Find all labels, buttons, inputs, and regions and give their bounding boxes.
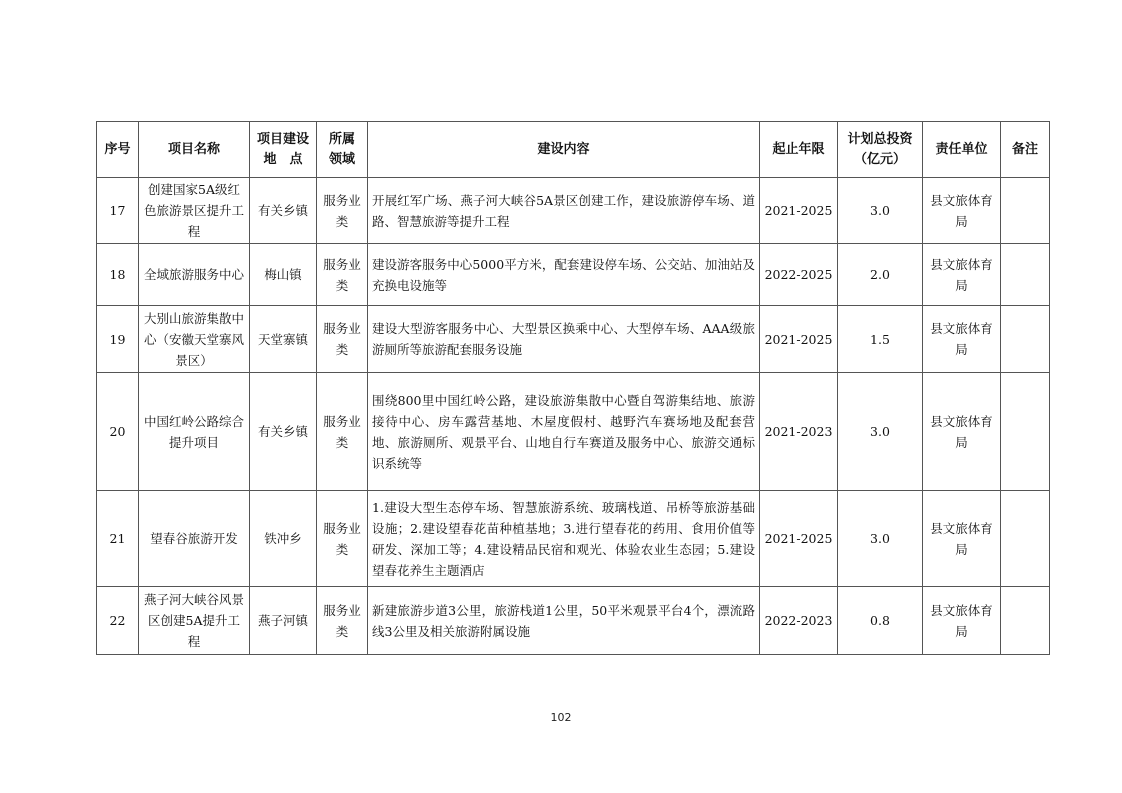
cell-period: 2021-2025: [760, 306, 838, 373]
header-unit: 责任单位: [923, 122, 1001, 178]
cell-period: 2021-2023: [760, 373, 838, 491]
cell-period: 2021-2025: [760, 491, 838, 587]
cell-content: 围绕800里中国红岭公路，建设旅游集散中心暨自驾游集结地、旅游接待中心、房车露营基地、木屋度假村、越野汽车赛场地及配套营地、旅游厕所、观景平台、山地自行车赛道及服务中心、旅游交通标识系统等: [368, 373, 760, 491]
table-row: [97, 244, 1050, 306]
cell-location: 铁冲乡: [250, 491, 317, 587]
cell-content: 建设游客服务中心5000平方米，配套建设停车场、公交站、加油站及充换电设施等: [368, 244, 760, 306]
cell-investment: 0.8: [838, 587, 923, 655]
cell-location: 有关乡镇: [250, 373, 317, 491]
table-row: [97, 178, 1050, 244]
header-location-line2: 地 点: [263, 151, 303, 167]
cell-seq: 21: [97, 491, 139, 587]
cell-investment: 3.0: [838, 373, 923, 491]
cell-location: 梅山镇: [250, 244, 317, 306]
cell-unit: 县文旅体育局: [923, 587, 1001, 655]
cell-unit: 县文旅体育局: [923, 373, 1001, 491]
cell-remark: [1001, 373, 1050, 491]
cell-name: 大别山旅游集散中心（安徽天堂寨风景区）: [139, 306, 250, 373]
cell-name: 全域旅游服务中心: [139, 244, 250, 306]
cell-field: 服务业类: [317, 178, 368, 244]
header-field: [317, 122, 368, 178]
cell-location: 天堂寨镇: [250, 306, 317, 373]
table-row: [97, 306, 1050, 373]
cell-unit: 县文旅体育局: [923, 178, 1001, 244]
cell-investment: 1.5: [838, 306, 923, 373]
header-location: [250, 122, 317, 178]
cell-name: 燕子河大峡谷风景区创建5A提升工程: [139, 587, 250, 655]
cell-remark: [1001, 306, 1050, 373]
header-investment: [838, 122, 923, 178]
cell-seq: 20: [97, 373, 139, 491]
cell-seq: 18: [97, 244, 139, 306]
cell-name: 中国红岭公路综合提升项目: [139, 373, 250, 491]
cell-seq: 22: [97, 587, 139, 655]
cell-name: 创建国家5A级红色旅游景区提升工程: [139, 178, 250, 244]
cell-unit: 县文旅体育局: [923, 244, 1001, 306]
table-row: [97, 373, 1050, 491]
cell-content: 开展红军广场、燕子河大峡谷5A景区创建工作，建设旅游停车场、道路、智慧旅游等提升工程: [368, 178, 760, 244]
cell-investment: 2.0: [838, 244, 923, 306]
header-remark: 备注: [1001, 122, 1050, 178]
cell-period: 2022-2025: [760, 244, 838, 306]
cell-remark: [1001, 244, 1050, 306]
cell-field: 服务业类: [317, 491, 368, 587]
cell-remark: [1001, 178, 1050, 244]
header-investment-line1: 计划总投资: [847, 131, 913, 147]
cell-period: 2022-2023: [760, 587, 838, 655]
header-location-line1: 项目建设: [256, 131, 309, 147]
project-table: [96, 121, 1050, 655]
page-number: 102: [550, 711, 572, 724]
table-row: [97, 587, 1050, 655]
table-header-row: [97, 122, 1050, 178]
cell-location: 燕子河镇: [250, 587, 317, 655]
cell-unit: 县文旅体育局: [923, 491, 1001, 587]
cell-seq: 19: [97, 306, 139, 373]
cell-investment: 3.0: [838, 491, 923, 587]
cell-content: 新建旅游步道3公里，旅游栈道1公里，50平米观景平台4个，漂流路线3公里及相关旅游附属设施: [368, 587, 760, 655]
table-row: [97, 491, 1050, 587]
cell-investment: 3.0: [838, 178, 923, 244]
header-field-line2: 领域: [328, 151, 355, 167]
cell-remark: [1001, 587, 1050, 655]
cell-content: 建设大型游客服务中心、大型景区换乘中心、大型停车场、AAA级旅游厕所等旅游配套服务设施: [368, 306, 760, 373]
cell-field: 服务业类: [317, 373, 368, 491]
cell-location: 有关乡镇: [250, 178, 317, 244]
cell-field: 服务业类: [317, 306, 368, 373]
header-field-line1: 所属: [328, 131, 355, 147]
cell-unit: 县文旅体育局: [923, 306, 1001, 373]
header-investment-line2: （亿元）: [853, 151, 906, 167]
cell-period: 2021-2025: [760, 178, 838, 244]
header-seq: 序号: [97, 122, 139, 178]
cell-content: 1.建设大型生态停车场、智慧旅游系统、玻璃栈道、吊桥等旅游基础设施；2.建设望春花苗种植基地；3.进行望春花的药用、食用价值等研发、深加工等；4.建设精品民宿和观光、体验农业生态园；5.建设望春花养生主题酒店: [368, 491, 760, 587]
cell-field: 服务业类: [317, 587, 368, 655]
cell-name: 望春谷旅游开发: [139, 491, 250, 587]
cell-remark: [1001, 491, 1050, 587]
header-period: 起止年限: [760, 122, 838, 178]
cell-field: 服务业类: [317, 244, 368, 306]
cell-seq: 17: [97, 178, 139, 244]
header-content: 建设内容: [368, 122, 760, 178]
header-name: 项目名称: [139, 122, 250, 178]
